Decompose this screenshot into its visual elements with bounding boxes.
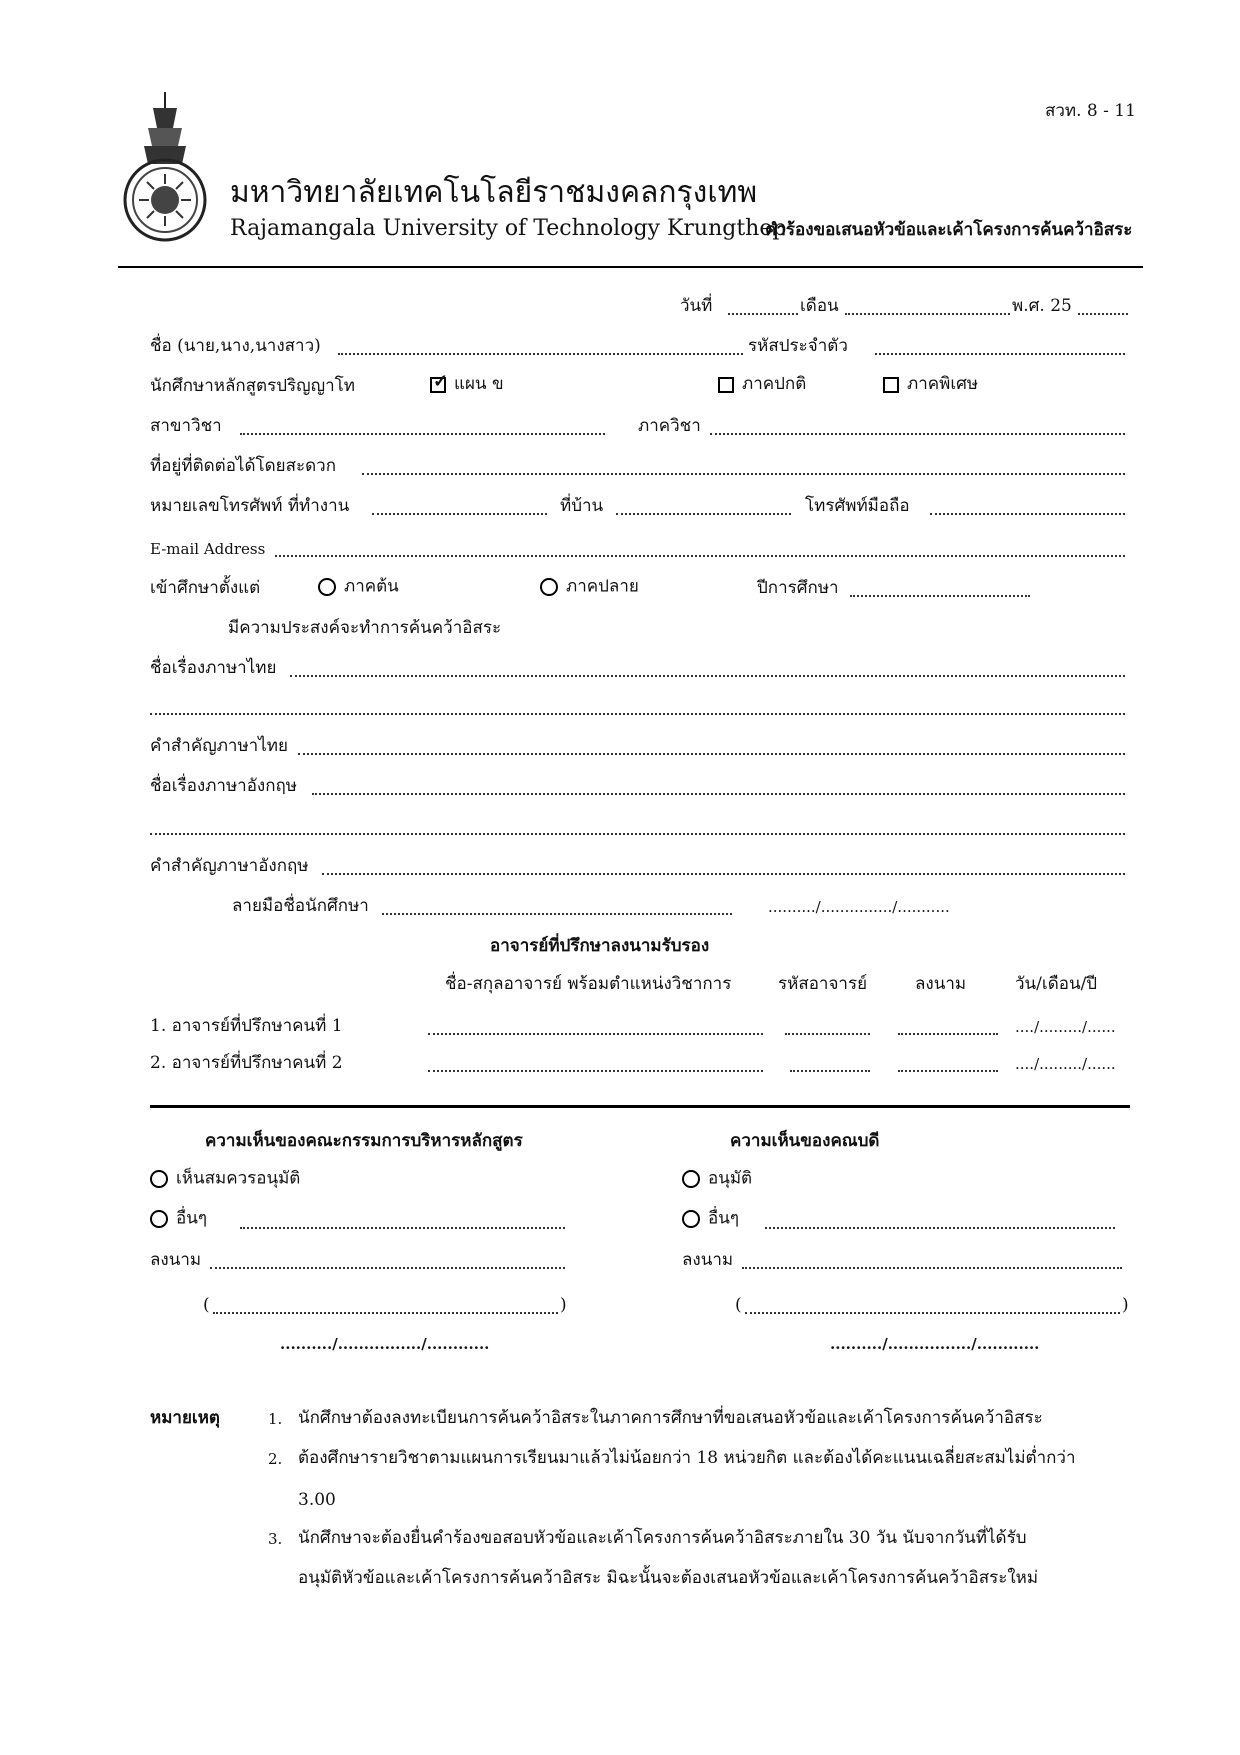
advisor-2-id-field[interactable] [790,1070,870,1072]
term1-label: ภาคต้น [344,576,399,597]
advisor-col-date: วัน/เดือน/ปี [1015,974,1098,994]
section-divider [150,1105,1130,1108]
note-3-line-2: อนุมัติหัวข้อและเค้าโครงการค้นคว้าอิสระ มิฉะนั้นจะต้องเสนอหัวข้อและเค้าโครงการค้นคว้าอิสระใหม่ [298,1568,1039,1588]
advisor-2-date[interactable]: ..../........./...... [1015,1055,1116,1073]
advisor-1-sign-field[interactable] [898,1033,998,1035]
advisor-row-2: 2. อาจารย์ที่ปรึกษาคนที่ 2 [150,1053,343,1073]
dean-other-field[interactable] [765,1227,1115,1229]
department-field[interactable] [710,433,1125,435]
term2-label: ภาคปลาย [566,576,639,597]
dean-other-option[interactable] [682,1210,739,1228]
email-label: E-mail Address [150,540,266,558]
day-label: วันที่ [680,296,713,316]
title-th-field[interactable] [290,675,1125,677]
special-label: ภาคพิเศษ [907,374,979,394]
regular-option[interactable] [718,376,806,393]
email-field[interactable] [275,555,1125,557]
phone-home-field[interactable] [616,513,791,515]
dean-heading: ความเห็นของคณบดี [730,1131,880,1151]
mobile-label: โทรศัพท์มือถือ [805,496,910,516]
dean-other-label: อื่นๆ [708,1208,739,1229]
department-label: ภาควิชา [638,416,701,436]
header-divider [118,266,1143,268]
title-en-field-2[interactable] [150,833,1125,835]
committee-paren-close: ) [560,1295,567,1315]
committee-other-label: อื่นๆ [176,1208,207,1229]
year-label: พ.ศ. 25 [1012,296,1072,316]
dean-sign-label: ลงนาม [682,1250,734,1270]
note-2-num: 2. [268,1450,283,1468]
enrolled-label: เข้าศึกษาตั้งแต่ [150,578,261,598]
intent-text: มีความประสงค์จะทำการค้นคว้าอิสระ [228,618,502,638]
student-signature-field[interactable] [382,913,732,915]
major-field[interactable] [240,433,605,435]
note-1-num: 1. [268,1410,283,1428]
name-label: ชื่อ (นาย,นาง,นางสาว) [150,336,321,356]
committee-name-field[interactable] [213,1312,558,1314]
advisor-col-name: ชื่อ-สกุลอาจารย์ พร้อมตำแหน่งวิชาการ [445,974,732,994]
month-field[interactable] [845,313,1010,315]
committee-other-field[interactable] [240,1227,565,1229]
notes-label: หมายเหตุ [150,1408,220,1428]
committee-sign-field[interactable] [210,1267,565,1269]
advisor-1-id-field[interactable] [785,1033,870,1035]
committee-other-radio[interactable] [150,1210,168,1228]
title-th-label: ชื่อเรื่องภาษาไทย [150,658,277,678]
committee-sign-label: ลงนาม [150,1250,202,1270]
regular-checkbox[interactable] [718,377,734,393]
dean-paren-open: ( [735,1295,742,1315]
program-label: นักศึกษาหลักสูตรปริญญาโท [150,376,355,396]
dean-paren-close: ) [1122,1295,1129,1315]
special-checkbox[interactable] [883,377,899,393]
advisors-heading: อาจารย์ที่ปรึกษาลงนามรับรอง [490,936,710,956]
keywords-en-field[interactable] [322,873,1125,875]
advisor-2-sign-field[interactable] [898,1070,998,1072]
plan-b-checkbox[interactable] [430,377,446,393]
special-option[interactable] [883,376,978,393]
note-2-line-1: ต้องศึกษารายวิชาตามแผนการเรียนมาแล้วไม่น้อยกว่า 18 หน่วยกิต และต้องได้คะแนนเฉลี่ยสะสมไม่ต่ำกว่า [298,1448,1076,1468]
committee-approve-label: เห็นสมควรอนุมัติ [176,1168,301,1189]
name-field[interactable] [338,353,743,355]
phone-work-label: หมายเลขโทรศัพท์ ที่ทำงาน [150,496,350,516]
committee-paren-open: ( [203,1295,210,1315]
dean-approve-radio[interactable] [682,1170,700,1188]
note-3-line-1: นักศึกษาจะต้องยื่นคำร้องขอสอบหัวข้อและเค้าโครงการค้นคว้าอิสระภายใน 30 วัน นับจากวันที่ได้รับ [298,1528,1027,1548]
keywords-en-label: คำสำคัญภาษาอังกฤษ [150,856,309,876]
university-name-en: Rajamangala University of Technology Krungthep [230,216,787,241]
keywords-th-field[interactable] [298,753,1125,755]
plan-b-option[interactable] [430,376,504,393]
address-field[interactable] [362,473,1125,475]
form-title: คำร้องขอเสนอหัวข้อและเค้าโครงการค้นคว้าอิสระ [765,220,1133,240]
advisor-2-name-field[interactable] [428,1070,763,1072]
student-id-label: รหัสประจำตัว [748,336,848,356]
term2-radio[interactable] [540,578,558,596]
committee-date[interactable]: ........../................/............ [280,1335,490,1353]
title-en-label: ชื่อเรื่องภาษาอังกฤษ [150,776,298,796]
dean-date[interactable]: ........../................/............ [830,1335,1040,1353]
advisor-1-name-field[interactable] [428,1033,763,1035]
dean-name-field[interactable] [745,1312,1120,1314]
dean-other-radio[interactable] [682,1210,700,1228]
university-name-th: มหาวิทยาลัยเทคโนโลยีราชมงคลกรุงเทพ [230,175,758,210]
term1-option[interactable] [318,578,399,596]
committee-heading: ความเห็นของคณะกรรมการบริหารหลักสูตร [205,1131,523,1151]
committee-approve-option[interactable] [150,1170,300,1188]
plan-b-label: แผน ข [454,374,504,394]
mobile-field[interactable] [930,513,1125,515]
title-th-field-2[interactable] [150,713,1125,715]
academic-year-field[interactable] [850,595,1030,597]
note-3-num: 3. [268,1530,283,1548]
form-code: สวท. 8 - 11 [1045,101,1136,121]
regular-label: ภาคปกติ [742,374,807,394]
advisor-col-id: รหัสอาจารย์ [778,974,868,994]
address-label: ที่อยู่ที่ติดต่อได้โดยสะดวก [150,456,337,476]
dean-sign-field[interactable] [742,1267,1122,1269]
university-seal [118,88,213,243]
dean-approve-label: อนุมัติ [708,1168,753,1189]
phone-home-label: ที่บ้าน [560,496,604,516]
phone-work-field[interactable] [372,513,547,515]
note-1-line-1: นักศึกษาต้องลงทะเบียนการค้นคว้าอิสระในภาคการศึกษาที่ขอเสนอหัวข้อและเค้าโครงการค้นคว้าอิสระ [298,1408,1043,1428]
student-signature-label: ลายมือชื่อนักศึกษา [232,896,369,916]
major-label: สาขาวิชา [150,416,222,436]
committee-approve-radio[interactable] [150,1170,168,1188]
note-2-line-2: 3.00 [298,1490,336,1510]
day-field[interactable] [728,313,798,315]
committee-other-option[interactable] [150,1210,207,1228]
student-sign-date[interactable]: ........../.............../........... [768,898,950,916]
month-label: เดือน [800,296,839,316]
keywords-th-label: คำสำคัญภาษาไทย [150,736,288,756]
title-en-field[interactable] [312,793,1125,795]
dean-approve-option[interactable] [682,1170,752,1188]
student-id-field[interactable] [875,353,1125,355]
term1-radio[interactable] [318,578,336,596]
advisor-1-date[interactable]: ..../........./...... [1015,1018,1116,1036]
advisor-row-1: 1. อาจารย์ที่ปรึกษาคนที่ 1 [150,1016,343,1036]
year-field[interactable] [1078,313,1128,315]
term2-option[interactable] [540,578,639,596]
advisor-col-sign: ลงนาม [915,974,967,994]
academic-year-label: ปีการศึกษา [757,578,839,598]
